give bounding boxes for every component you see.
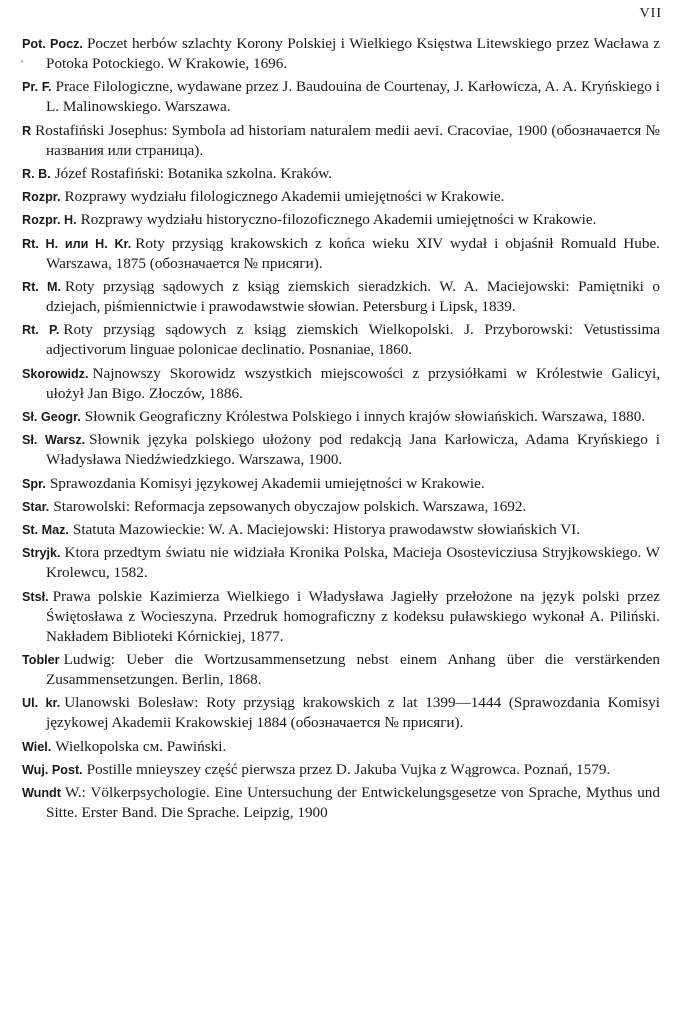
entry-text: Józef Rostafiński: Botanika szkolna. Kraków. [54,164,333,182]
entry-abbreviation: Wuj. Post. [22,762,83,777]
entry-abbreviation: Rt. M. [22,280,61,295]
entry-text: Rozprawy wydziału filologicznego Akademii umiejętności w Krakowie. [64,188,505,206]
entry-abbreviation: Tobler [22,653,60,668]
list-item [22,77,660,117]
list-item [22,277,660,317]
list-item [22,737,660,757]
entry-text: Roty przysiąg krakowskich z końca wieku XIV wydał i objaśnił Romuald Hube. Warszawa, 1875 (обозначается № присяги). [46,234,660,272]
entry-abbreviation: Rozpr. H. [22,213,77,228]
entry-text: Prawa polskie Kazimierza Wielkiego i Władysława Jagiełły przełożone na język polski przez Świętosława z Wocieszyna. Przedruk homograficzny z kodeksu puławskiego wykonał A. Piliński. Nakładem Biblioteki Kórnickiej, 1877. [46,587,660,645]
list-item [22,320,660,360]
list-item [22,407,660,427]
list-item [22,430,660,470]
list-item [22,693,660,733]
abbreviation-list [22,34,660,827]
entry-text: Sprawozdania Komisyi językowej Akademii umiejętności w Krakowie. [49,474,485,492]
entry-text: Rozprawy wydziału historyczno-filozoficznego Akademii umiejętności w Krakowie. [80,211,597,229]
list-item [22,34,660,74]
entry-text: Słownik Geograficzny Królestwa Polskiego i innych krajów słowiańskich. Warszawa, 1880. [84,407,646,425]
entry-abbreviation: Wiel. [22,739,52,754]
list-item [22,164,660,184]
entry-text: Wielkopolska см. Pawiński. [55,737,227,755]
list-item [22,543,660,583]
entry-abbreviation: Sł. Geogr. [22,409,81,424]
list-item [22,364,660,404]
entry-text: Roty przysiąg sądowych z ksiąg ziemskich Wielkopolski. J. Przyborowski: Vetustissima adjectivorum linguae polonicae declinatio. Posnaniae, 1860. [46,321,660,359]
list-item [22,474,660,494]
entry-text: Najnowszy Skorowidz wszystkich miejscowości z przysiółkami w Królestwie Galicyi, ułożył Jan Bigo. Złoczów, 1886. [46,364,660,402]
list-item [22,187,660,207]
entry-text: Rostafiński Josephus: Symbola ad historiam naturalem medii aevi. Cracoviae, 1900 (обозначается № названия или страница). [35,121,660,159]
entry-text: Ulanowski Bolesław: Roty przysiąg krakowskich z lat 1399—1444 (Sprawozdania Komisyi językowej Akademii Krakowskiej 1884 (обозначается № присяги). [46,694,660,732]
entry-text: Ktora przedtym światu nie widziała Kronika Polska, Macieja Osostevicziusa Stryjkowskiego. W Krolewcu, 1582. [46,544,660,582]
entry-text: W.: Völkerpsychologie. Eine Untersuchung der Entwickelungsgesetze von Sprache, Mythus und Sitte. Erster Band. Die Sprache. Leipzig, 1900 [46,784,660,822]
entry-abbreviation: Star. [22,499,50,514]
entry-abbreviation: Ul. kr. [22,696,61,711]
list-item [22,650,660,690]
entry-text: Starowolski: Reformacja zepsowanych obyczajow polskich. Warszawa, 1692. [53,497,527,515]
entry-abbreviation: St. Maz. [22,523,69,538]
entry-abbreviation: Sł. Warsz. [22,433,86,448]
list-item [22,497,660,517]
entry-abbreviation: Pot. Pocz. [22,37,83,51]
stray-mark: ` [20,58,24,72]
list-item [22,783,660,823]
entry-abbreviation: Rozpr. [22,190,61,205]
list-item [22,121,660,161]
entry-abbreviation: Wundt [22,786,61,801]
entry-abbreviation: Pr. F. [22,80,52,95]
entry-abbreviation: R. B. [22,166,51,181]
entry-abbreviation: Spr. [22,476,46,491]
entry-text: Słownik języka polskiego ułożony pod redakcją Jana Karłowicza, Adama Kryńskiego i Władysława Niedźwiedzkiego. Warszawa, 1900. [46,431,660,469]
entry-abbreviation: R [22,123,32,138]
list-item [22,210,660,230]
entry-text: Roty przysiąg sądowych z ksiąg ziemskich sieradzkich. W. A. Maciejowski: Pamiętniki o dziejach, piśmiennictwie i prawodawstwie słowian. Petersburg i Lipsk, 1839. [46,278,660,316]
entry-text: Ludwig: Ueber die Wortzusammensetzung nebst einem Anhang über die verstärkenden Zusammensetzungen. Berlin, 1868. [46,651,660,689]
entry-abbreviation: Stsł. [22,589,49,604]
entry-text: Poczet herbów szlachty Korony Polskiej i Wielkiego Księstwa Litewskiego przez Wacława z Potoka Potockiego. W Krakowie, 1696. [46,35,661,72]
list-item [22,760,660,780]
entry-abbreviation: Rt. P. [22,323,60,338]
entry-abbreviation: Stryjk. [22,546,61,561]
entry-text: Statuta Mazowieckie: W. A. Maciejowski: Historya prawodawstw słowiańskich VI. [72,521,581,539]
list-item [22,587,660,647]
entry-text: Prace Filologiczne, wydawane przez J. Baudouina de Courtenay, J. Karłowicza, A. A. Kryńskiego i L. Malinowskiego. Warszawa. [46,78,660,116]
entry-abbreviation: Skorowidz. [22,366,89,381]
list-item [22,234,660,274]
list-item [22,520,660,540]
page-number: VII [639,6,662,21]
entry-text: Postille mnieyszey część pierwsza przez D. Jakuba Vujka z Wągrowca. Poznań, 1579. [86,760,611,778]
entry-abbreviation: Rt. H. или H. Kr. [22,236,132,251]
